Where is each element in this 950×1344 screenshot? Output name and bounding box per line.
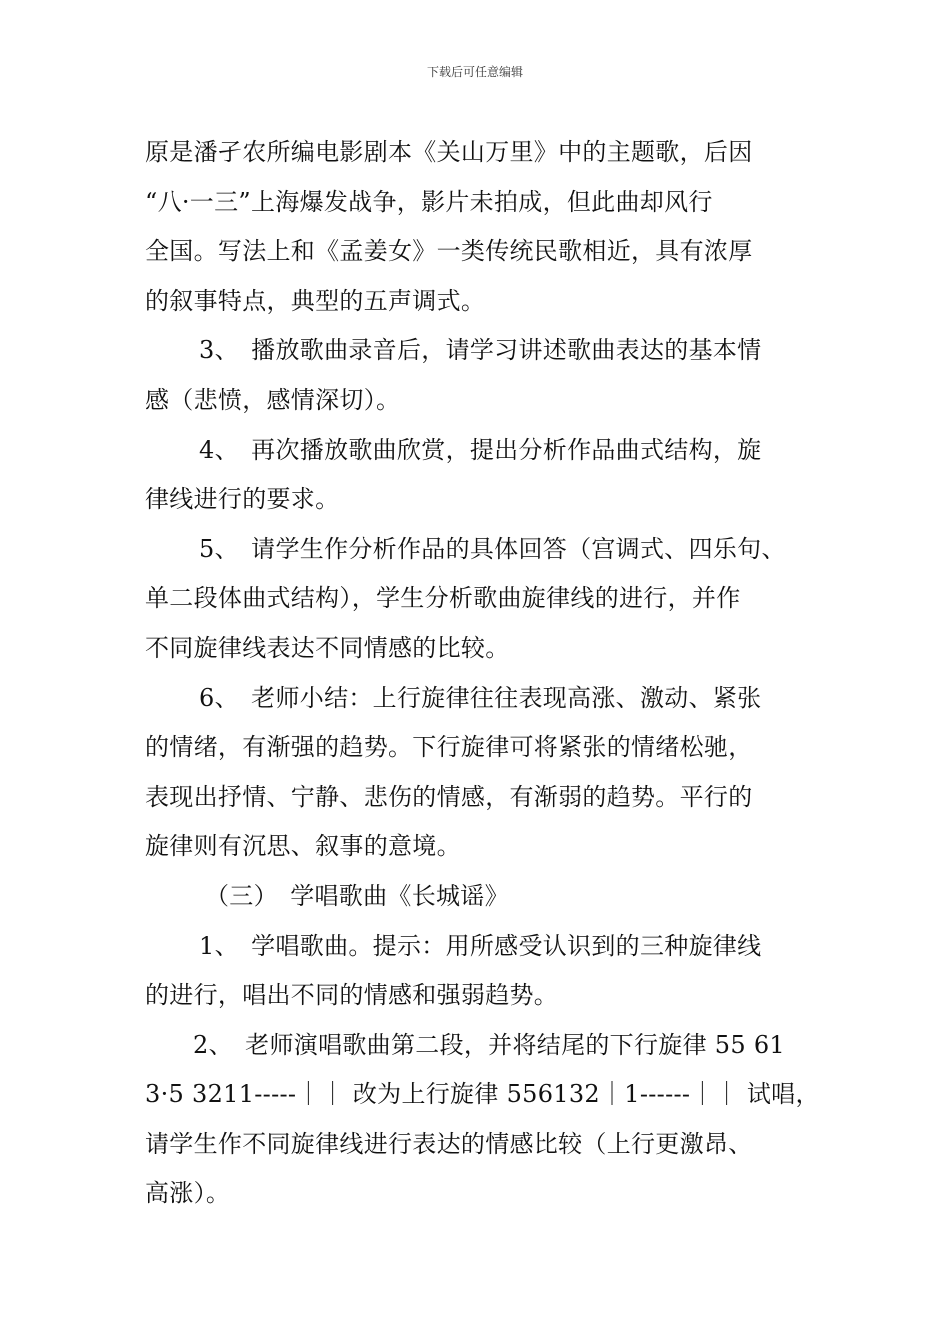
text-line: 原是潘孑农所编电影剧本《关山万里》中的主题歌，后因 xyxy=(145,138,753,166)
text-line: 单二段体曲式结构），学生分析歌曲旋律线的进行，并作 xyxy=(145,584,741,613)
text-line: 全国。写法上和《孟姜女》一类传统民歌相近，具有浓厚 xyxy=(145,237,753,266)
list-item-3: 3、 播放歌曲录音后，请学习讲述歌曲表达的基本情 xyxy=(199,336,762,365)
text-line: 3·5 3211-----｜｜ 改为上行旋律 556132｜1------｜｜ 试唱， xyxy=(145,1080,820,1109)
list-item-1: 1、 学唱歌曲。提示：用所感受认识到的三种旋律线 xyxy=(199,931,762,960)
page-header: 下载后可任意编辑 xyxy=(426,65,523,79)
text-line: 旋律则有沉思、叙事的意境。 xyxy=(145,832,461,861)
text-line: 的叙事特点，典型的五声调式。 xyxy=(145,286,486,315)
text-line: 不同旋律线表达不同情感的比较。 xyxy=(145,633,510,662)
document-body xyxy=(145,128,825,1219)
list-item-5: 5、 请学生作分析作品的具体回答（宫调式、四乐句、 xyxy=(199,534,786,563)
text-line: 律线进行的要求。 xyxy=(145,485,340,514)
text-line: 高涨）。 xyxy=(145,1179,231,1208)
text-line: “八·一三”上海爆发战争，影片未拍成，但此曲却风行 xyxy=(145,187,713,216)
text-line: 请学生作不同旋律线进行表达的情感比较（上行更激昂、 xyxy=(145,1129,753,1158)
text-line: 的情绪，有渐强的趋势。下行旋律可将紧张的情绪松驰， xyxy=(145,733,753,762)
list-item-6: 6、 老师小结：上行旋律往往表现高涨、激动、紧张 xyxy=(199,683,762,712)
section-heading: （三） 学唱歌曲《长城谣》 xyxy=(205,881,509,910)
text-line: 的进行，唱出不同的情感和强弱趋势。 xyxy=(145,981,559,1010)
list-item-2: 2、 老师演唱歌曲第二段，并将结尾的下行旋律 55 61 xyxy=(193,1030,786,1059)
text-line: 表现出抒情、宁静、悲伤的情感，有渐弱的趋势。平行的 xyxy=(145,782,753,811)
list-item-4: 4、 再次播放歌曲欣赏，提出分析作品曲式结构，旋 xyxy=(199,435,762,464)
text-line: 感（悲愤，感情深切）。 xyxy=(145,385,401,414)
